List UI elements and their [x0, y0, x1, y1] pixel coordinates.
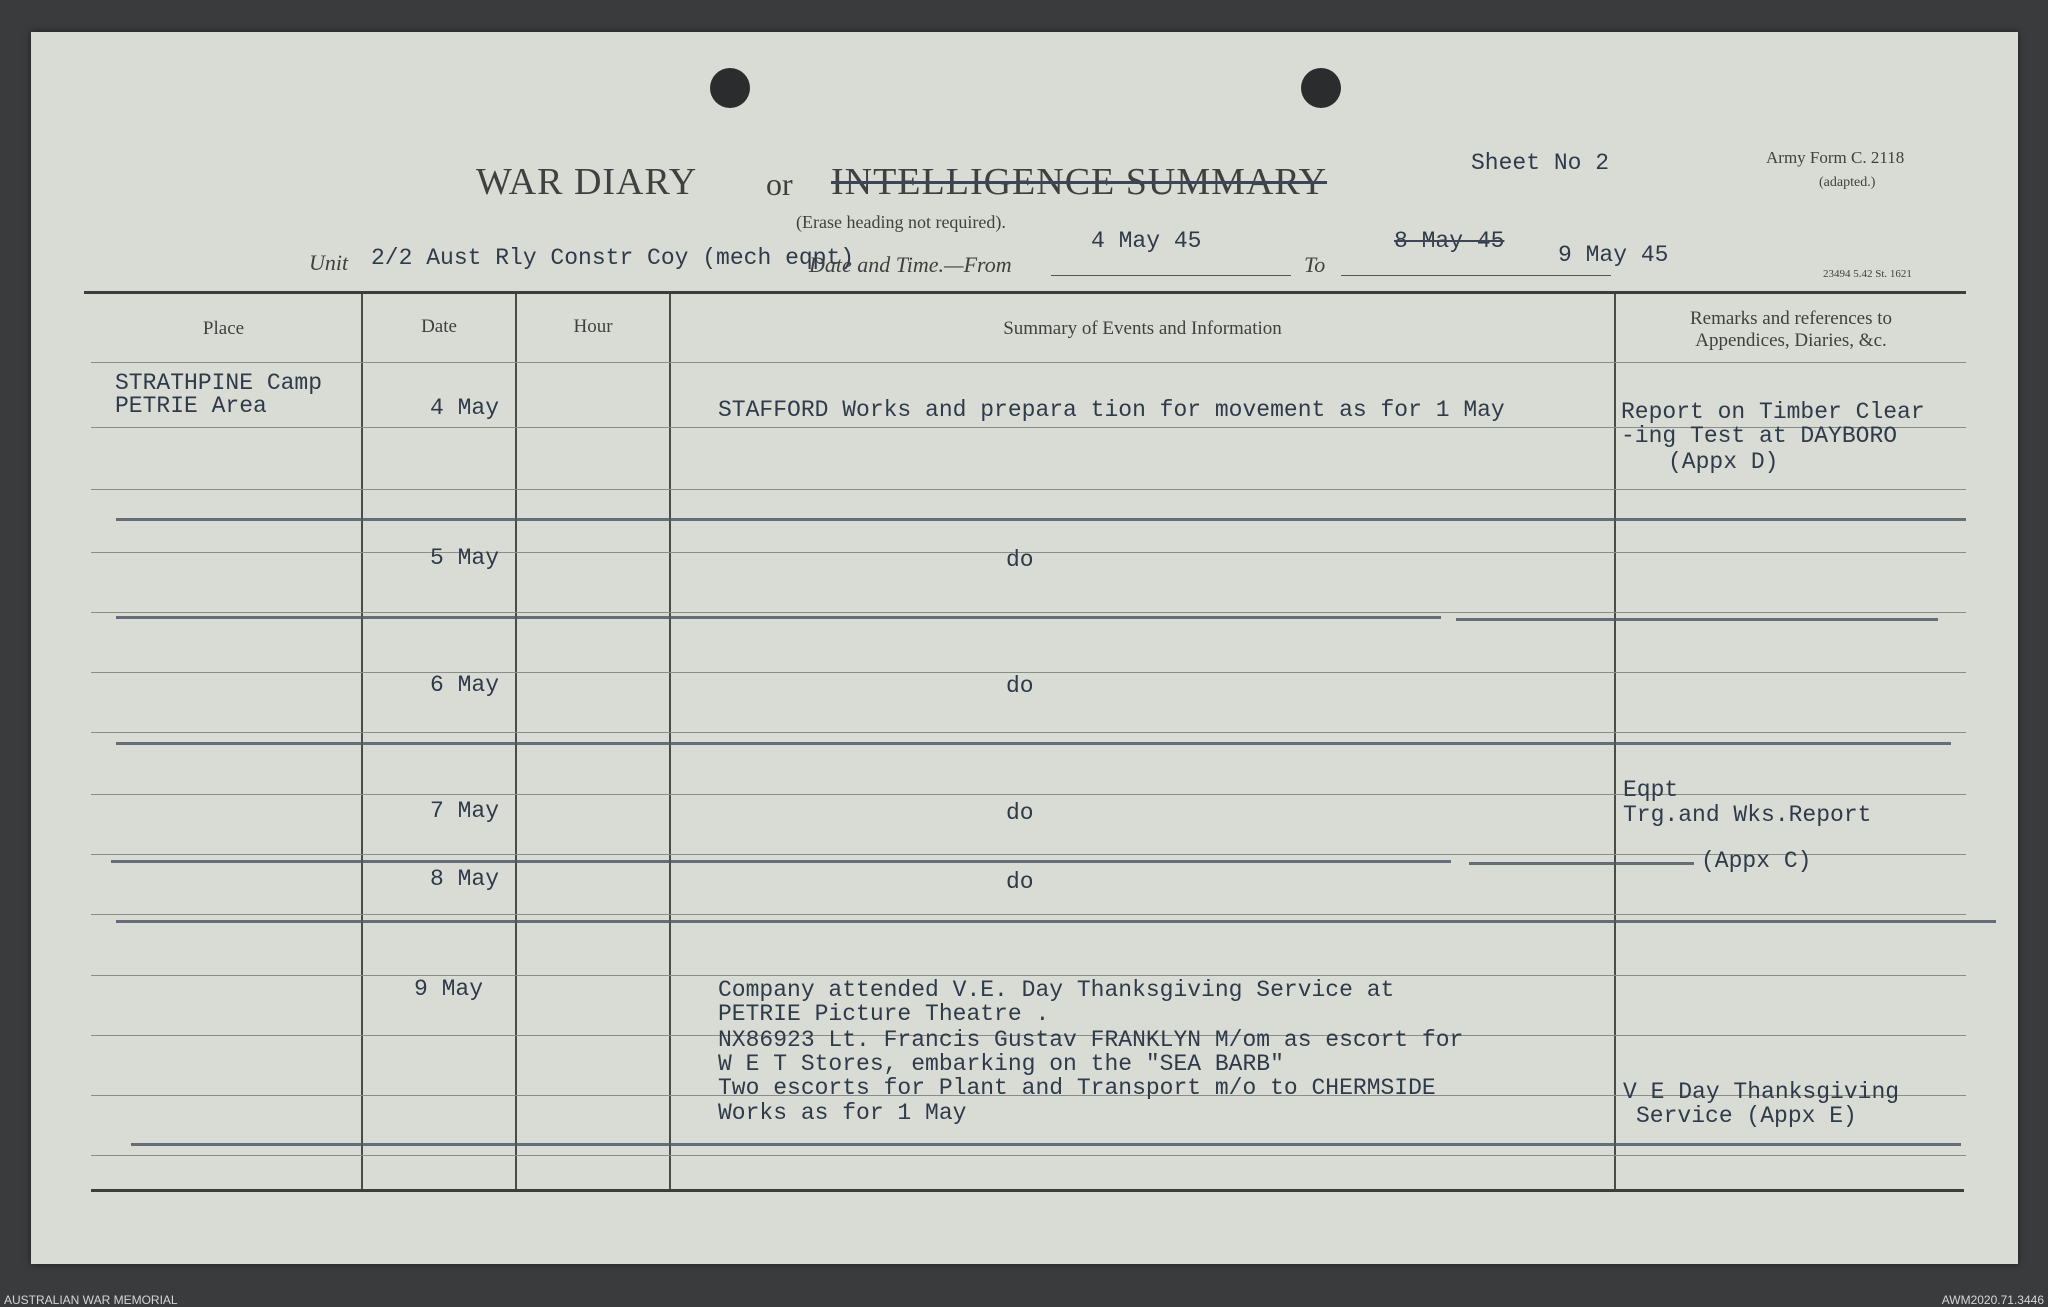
column-header-remarks-line2: Appendices, Diaries, &c. — [1695, 330, 1887, 351]
title-or: or — [766, 166, 793, 202]
adapted-note: (adapted.) — [1819, 175, 1876, 190]
entry-summary-line: NX86923 Lt. Francis Gustav FRANKLYN M/om as escort for — [718, 1027, 1464, 1053]
place-line: PETRIE Area — [115, 393, 267, 419]
table-bottom-border — [91, 1189, 1964, 1192]
unit-label: Unit — [309, 250, 349, 275]
column-header-date: Date — [421, 316, 457, 337]
entry-summary: do — [1006, 673, 1034, 699]
unit-value: 2/2 Aust Rly Constr Coy (mech eqpt) — [371, 245, 855, 271]
diary-sheet — [31, 32, 2018, 1264]
entry-date: 7 May — [430, 798, 500, 824]
entry-remarks: -ing Test at DAYBORO — [1621, 423, 1898, 449]
entry-summary-line: Two escorts for Plant and Transport m/o to CHERMSIDE — [718, 1075, 1436, 1101]
entry-summary-line: W E T Stores, embarking on the "SEA BARB" — [718, 1051, 1284, 1077]
entry-remarks: (Appx D) — [1668, 449, 1779, 475]
footer-accession: AWM2020.71.3446 — [1941, 1293, 2044, 1307]
column-header-hour: Hour — [573, 316, 613, 337]
punch-hole-left — [710, 68, 750, 108]
date-label: Date and Time.—From — [809, 252, 1012, 277]
entry-date: 5 May — [430, 545, 500, 571]
entry-date: 9 May — [414, 976, 484, 1002]
entry-summary-line: Company attended V.E. Day Thanksgiving Service at — [718, 977, 1395, 1003]
to-date: 9 May 45 — [1558, 242, 1669, 268]
entry-date: 4 May — [430, 395, 500, 421]
entry-summary: do — [1006, 800, 1034, 826]
column-header-summary: Summary of Events and Information — [1003, 318, 1282, 339]
entry-remarks: Eqpt — [1623, 777, 1679, 803]
entry-separator — [1469, 862, 1694, 865]
print-code: 23494 5.42 St. 1621 — [1823, 268, 1912, 280]
title-war-diary: WAR DIARY — [476, 161, 698, 203]
entry-remarks: (Appx C) — [1701, 848, 1812, 874]
entry-summary-line: Works as for 1 May — [718, 1100, 967, 1126]
title-intelligence-summary: INTELLIGENCE SUMMARY — [831, 161, 1328, 203]
entry-summary: do — [1006, 869, 1034, 895]
table-top-border — [84, 291, 1966, 294]
punch-hole-right — [1301, 68, 1341, 108]
entry-separator — [116, 742, 1951, 745]
sheet-number: Sheet No 2 — [1471, 150, 1610, 176]
place-line: STRATHPINE Camp — [115, 370, 323, 396]
entry-separator — [116, 920, 1996, 923]
footer-credit: AUSTRALIAN WAR MEMORIAL — [4, 1293, 178, 1307]
entry-separator — [111, 860, 1451, 863]
from-date: 4 May 45 — [1091, 228, 1202, 254]
entry-summary: do — [1006, 547, 1034, 573]
column-header-remarks-line1: Remarks and references to — [1689, 308, 1893, 329]
entry-separator — [116, 518, 1966, 521]
entry-summary-line: PETRIE Picture Theatre . — [718, 1001, 1050, 1027]
erase-note: (Erase heading not required). — [796, 212, 1006, 232]
column-header-place: Place — [202, 318, 245, 339]
entry-remarks: Service (Appx E) — [1636, 1103, 1857, 1129]
entry-date: 6 May — [430, 672, 500, 698]
entry-separator — [1456, 618, 1938, 621]
entry-remarks: Report on Timber Clear — [1621, 399, 1925, 425]
to-label: To — [1304, 252, 1326, 277]
entry-date: 8 May — [430, 866, 500, 892]
to-date-struck: 8 May 45 — [1394, 228, 1505, 254]
army-form: Army Form C. 2118 — [1766, 148, 1905, 167]
entry-remarks: Trg.and Wks.Report — [1623, 802, 1872, 828]
entry-separator — [131, 1143, 1961, 1146]
entry-remarks: V E Day Thanksgiving — [1623, 1079, 1900, 1105]
entry-separator — [116, 616, 1441, 619]
entry-summary: STAFFORD Works and prepara tion for movement as for 1 May — [718, 397, 1505, 423]
